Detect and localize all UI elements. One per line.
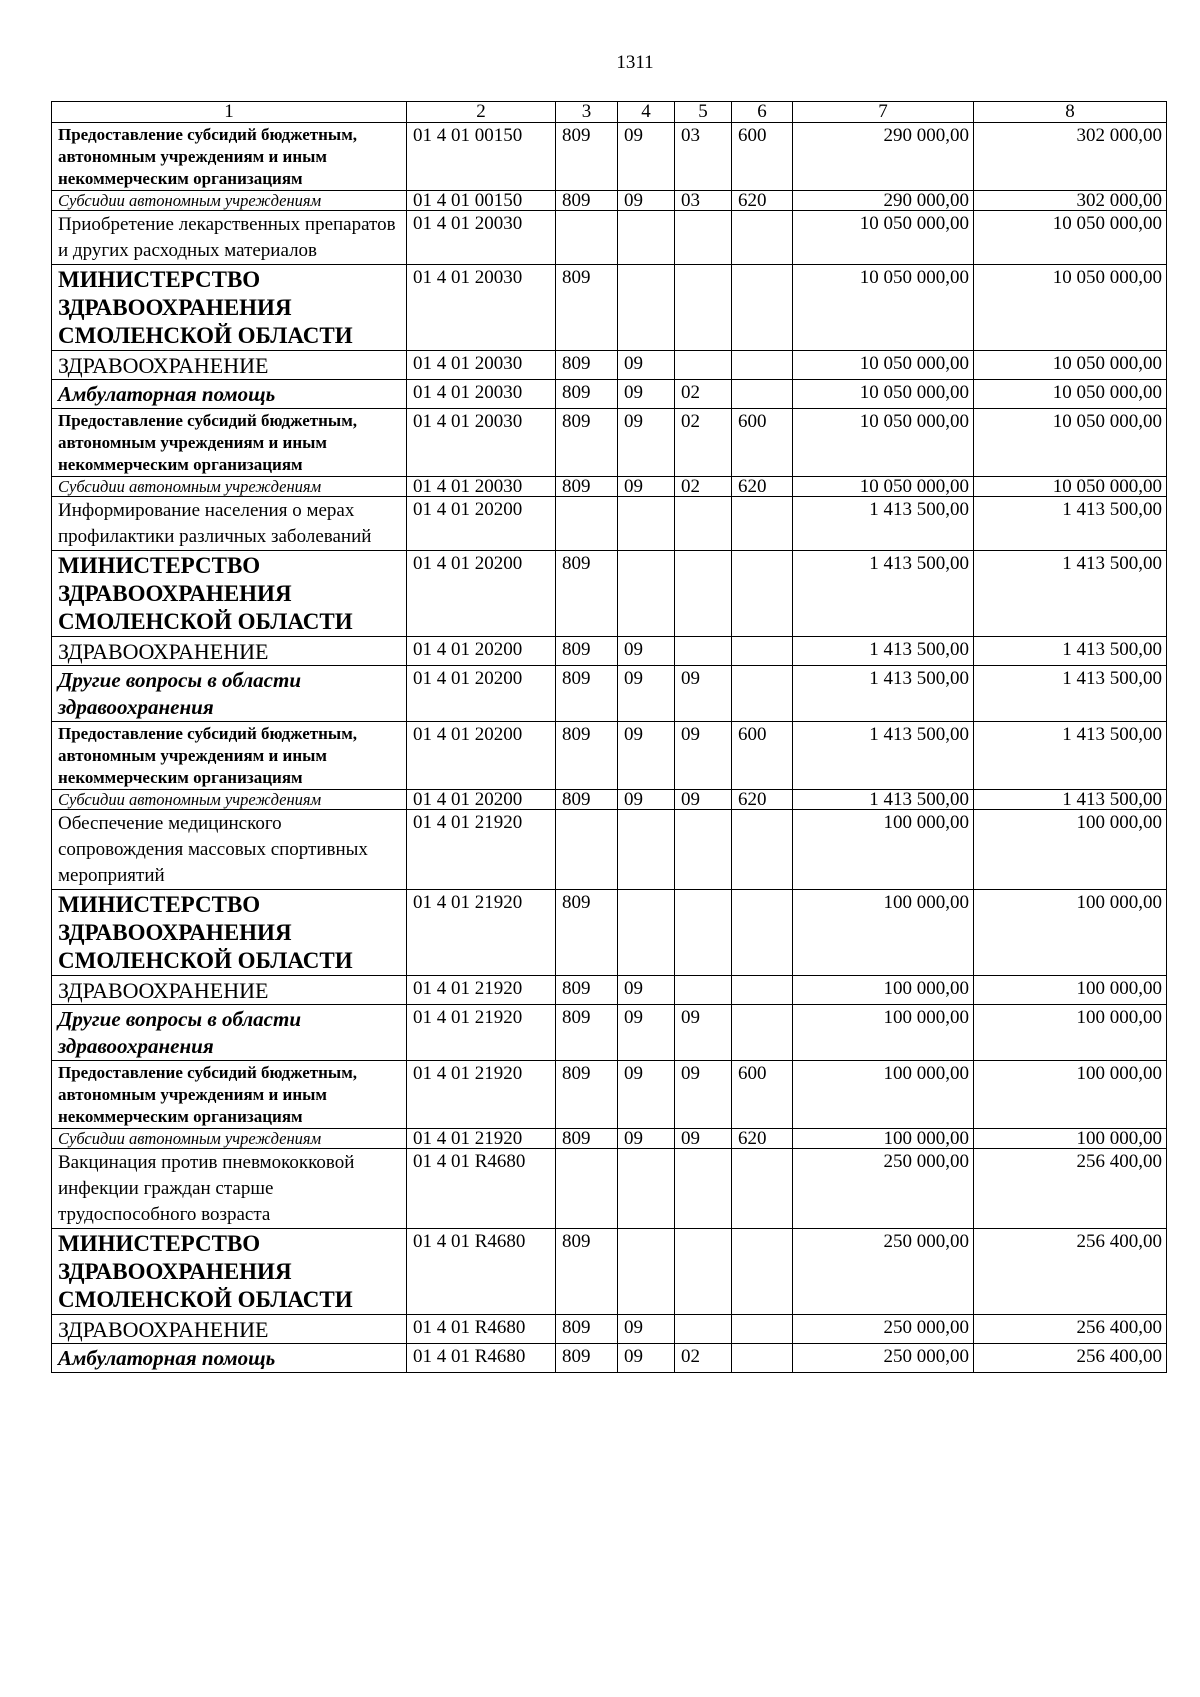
subsection-cell: 02 bbox=[675, 477, 732, 497]
expense-type-cell bbox=[732, 1005, 793, 1061]
target-code-cell: 01 4 01 21920 bbox=[407, 810, 556, 890]
section-cell: 09 bbox=[618, 191, 675, 211]
section-cell: 09 bbox=[618, 1061, 675, 1129]
row-name-cell: Предоставление субсидий бюджетным, автономным учреждениям и иным некоммерческим организациям bbox=[52, 123, 407, 191]
subsection-cell: 09 bbox=[675, 790, 732, 810]
target-code-cell: 01 4 01 21920 bbox=[407, 1129, 556, 1149]
table-body bbox=[52, 123, 1167, 1373]
target-code-cell: 01 4 01 21920 bbox=[407, 890, 556, 976]
subsection-cell bbox=[675, 497, 732, 551]
section-cell: 09 bbox=[618, 409, 675, 477]
subsection-cell: 03 bbox=[675, 123, 732, 191]
amount-year1-cell: 250 000,00 bbox=[793, 1229, 974, 1315]
ministry-code-cell: 809 bbox=[556, 1315, 618, 1344]
section-cell bbox=[618, 211, 675, 265]
row-name-cell: Вакцинация против пневмококковой инфекции граждан старше трудоспособного возраста bbox=[52, 1149, 407, 1229]
row-name-cell: ЗДРАВООХРАНЕНИЕ bbox=[52, 351, 407, 380]
section-cell: 09 bbox=[618, 666, 675, 722]
expense-type-cell: 620 bbox=[732, 1129, 793, 1149]
amount-year1-cell: 250 000,00 bbox=[793, 1149, 974, 1229]
section-cell bbox=[618, 1229, 675, 1315]
amount-year2-cell: 302 000,00 bbox=[974, 191, 1167, 211]
subsection-cell: 02 bbox=[675, 380, 732, 409]
subsection-cell bbox=[675, 1315, 732, 1344]
row-name-cell: Амбулаторная помощь bbox=[52, 1344, 407, 1373]
ministry-code-cell: 809 bbox=[556, 551, 618, 637]
row-name-cell: Субсидии автономным учреждениям bbox=[52, 1129, 407, 1149]
header-cell: 2 bbox=[407, 102, 556, 123]
subsection-cell bbox=[675, 890, 732, 976]
section-cell: 09 bbox=[618, 637, 675, 666]
amount-year2-cell: 100 000,00 bbox=[974, 1005, 1167, 1061]
amount-year2-cell: 10 050 000,00 bbox=[974, 265, 1167, 351]
amount-year1-cell: 10 050 000,00 bbox=[793, 477, 974, 497]
ministry-code-cell bbox=[556, 1149, 618, 1229]
row-name-cell: МИНИСТЕРСТВО ЗДРАВООХРАНЕНИЯ СМОЛЕНСКОЙ ОБЛАСТИ bbox=[52, 890, 407, 976]
subsection-cell bbox=[675, 265, 732, 351]
subsection-cell: 09 bbox=[675, 666, 732, 722]
expense-type-cell: 600 bbox=[732, 409, 793, 477]
table-row bbox=[52, 409, 1167, 477]
amount-year2-cell: 1 413 500,00 bbox=[974, 790, 1167, 810]
amount-year2-cell: 1 413 500,00 bbox=[974, 497, 1167, 551]
expense-type-cell bbox=[732, 265, 793, 351]
amount-year2-cell: 100 000,00 bbox=[974, 1129, 1167, 1149]
target-code-cell: 01 4 01 20200 bbox=[407, 637, 556, 666]
amount-year2-cell: 1 413 500,00 bbox=[974, 637, 1167, 666]
section-cell bbox=[618, 265, 675, 351]
amount-year2-cell: 256 400,00 bbox=[974, 1315, 1167, 1344]
amount-year1-cell: 100 000,00 bbox=[793, 810, 974, 890]
page-number: 1311 bbox=[616, 52, 654, 73]
subsection-cell: 03 bbox=[675, 191, 732, 211]
table-row bbox=[52, 477, 1167, 497]
amount-year2-cell: 1 413 500,00 bbox=[974, 551, 1167, 637]
target-code-cell: 01 4 01 R4680 bbox=[407, 1149, 556, 1229]
amount-year1-cell: 1 413 500,00 bbox=[793, 551, 974, 637]
row-name-cell: ЗДРАВООХРАНЕНИЕ bbox=[52, 637, 407, 666]
section-cell bbox=[618, 810, 675, 890]
amount-year1-cell: 10 050 000,00 bbox=[793, 211, 974, 265]
target-code-cell: 01 4 01 20200 bbox=[407, 790, 556, 810]
expense-type-cell: 620 bbox=[732, 790, 793, 810]
amount-year2-cell: 100 000,00 bbox=[974, 976, 1167, 1005]
ministry-code-cell: 809 bbox=[556, 722, 618, 790]
expense-type-cell: 600 bbox=[732, 123, 793, 191]
section-cell: 09 bbox=[618, 380, 675, 409]
target-code-cell: 01 4 01 21920 bbox=[407, 976, 556, 1005]
amount-year1-cell: 100 000,00 bbox=[793, 1129, 974, 1149]
amount-year2-cell: 100 000,00 bbox=[974, 1061, 1167, 1129]
row-name-cell: Субсидии автономным учреждениям bbox=[52, 790, 407, 810]
ministry-code-cell: 809 bbox=[556, 637, 618, 666]
ministry-code-cell: 809 bbox=[556, 380, 618, 409]
amount-year2-cell: 256 400,00 bbox=[974, 1344, 1167, 1373]
section-cell bbox=[618, 551, 675, 637]
expense-type-cell bbox=[732, 666, 793, 722]
subsection-cell: 09 bbox=[675, 722, 732, 790]
table-row bbox=[52, 265, 1167, 351]
subsection-cell bbox=[675, 637, 732, 666]
section-cell: 09 bbox=[618, 976, 675, 1005]
ministry-code-cell: 809 bbox=[556, 123, 618, 191]
subsection-cell bbox=[675, 351, 732, 380]
amount-year2-cell: 1 413 500,00 bbox=[974, 666, 1167, 722]
table-row bbox=[52, 191, 1167, 211]
table-row bbox=[52, 890, 1167, 976]
target-code-cell: 01 4 01 20030 bbox=[407, 265, 556, 351]
expense-type-cell bbox=[732, 890, 793, 976]
budget-table bbox=[51, 101, 1167, 1373]
amount-year2-cell: 100 000,00 bbox=[974, 890, 1167, 976]
amount-year1-cell: 100 000,00 bbox=[793, 1005, 974, 1061]
table-row bbox=[52, 1061, 1167, 1129]
expense-type-cell bbox=[732, 1315, 793, 1344]
table-row bbox=[52, 211, 1167, 265]
expense-type-cell bbox=[732, 1344, 793, 1373]
table-row bbox=[52, 123, 1167, 191]
section-cell: 09 bbox=[618, 1129, 675, 1149]
subsection-cell: 09 bbox=[675, 1005, 732, 1061]
amount-year2-cell: 10 050 000,00 bbox=[974, 409, 1167, 477]
table-row bbox=[52, 637, 1167, 666]
expense-type-cell bbox=[732, 211, 793, 265]
ministry-code-cell: 809 bbox=[556, 191, 618, 211]
header-cell: 5 bbox=[675, 102, 732, 123]
section-cell: 09 bbox=[618, 351, 675, 380]
table-row bbox=[52, 810, 1167, 890]
subsection-cell: 02 bbox=[675, 1344, 732, 1373]
ministry-code-cell bbox=[556, 810, 618, 890]
row-name-cell: Амбулаторная помощь bbox=[52, 380, 407, 409]
amount-year1-cell: 10 050 000,00 bbox=[793, 380, 974, 409]
target-code-cell: 01 4 01 00150 bbox=[407, 123, 556, 191]
row-name-cell: МИНИСТЕРСТВО ЗДРАВООХРАНЕНИЯ СМОЛЕНСКОЙ ОБЛАСТИ bbox=[52, 1229, 407, 1315]
table-row bbox=[52, 351, 1167, 380]
target-code-cell: 01 4 01 20030 bbox=[407, 351, 556, 380]
subsection-cell: 02 bbox=[675, 409, 732, 477]
amount-year1-cell: 10 050 000,00 bbox=[793, 265, 974, 351]
amount-year1-cell: 1 413 500,00 bbox=[793, 497, 974, 551]
expense-type-cell: 620 bbox=[732, 477, 793, 497]
section-cell: 09 bbox=[618, 722, 675, 790]
row-name-cell: Предоставление субсидий бюджетным, автономным учреждениям и иным некоммерческим организациям bbox=[52, 1061, 407, 1129]
target-code-cell: 01 4 01 R4680 bbox=[407, 1315, 556, 1344]
table-row bbox=[52, 380, 1167, 409]
expense-type-cell bbox=[732, 637, 793, 666]
amount-year1-cell: 1 413 500,00 bbox=[793, 666, 974, 722]
ministry-code-cell: 809 bbox=[556, 790, 618, 810]
amount-year2-cell: 10 050 000,00 bbox=[974, 380, 1167, 409]
amount-year2-cell: 10 050 000,00 bbox=[974, 477, 1167, 497]
section-cell: 09 bbox=[618, 1315, 675, 1344]
expense-type-cell bbox=[732, 810, 793, 890]
row-name-cell: Предоставление субсидий бюджетным, автономным учреждениям и иным некоммерческим организациям bbox=[52, 409, 407, 477]
table-row bbox=[52, 666, 1167, 722]
ministry-code-cell: 809 bbox=[556, 477, 618, 497]
amount-year1-cell: 10 050 000,00 bbox=[793, 351, 974, 380]
amount-year1-cell: 100 000,00 bbox=[793, 1061, 974, 1129]
amount-year2-cell: 302 000,00 bbox=[974, 123, 1167, 191]
subsection-cell bbox=[675, 976, 732, 1005]
amount-year1-cell: 1 413 500,00 bbox=[793, 637, 974, 666]
target-code-cell: 01 4 01 20200 bbox=[407, 722, 556, 790]
amount-year1-cell: 250 000,00 bbox=[793, 1315, 974, 1344]
amount-year1-cell: 290 000,00 bbox=[793, 123, 974, 191]
row-name-cell: Другие вопросы в области здравоохранения bbox=[52, 666, 407, 722]
row-name-cell: Приобретение лекарственных препаратов и других расходных материалов bbox=[52, 211, 407, 265]
ministry-code-cell: 809 bbox=[556, 1229, 618, 1315]
amount-year2-cell: 256 400,00 bbox=[974, 1229, 1167, 1315]
table-row bbox=[52, 1229, 1167, 1315]
amount-year2-cell: 256 400,00 bbox=[974, 1149, 1167, 1229]
expense-type-cell bbox=[732, 1229, 793, 1315]
subsection-cell bbox=[675, 1229, 732, 1315]
table-row bbox=[52, 1005, 1167, 1061]
target-code-cell: 01 4 01 R4680 bbox=[407, 1344, 556, 1373]
row-name-cell: Субсидии автономным учреждениям bbox=[52, 477, 407, 497]
section-cell: 09 bbox=[618, 1005, 675, 1061]
section-cell: 09 bbox=[618, 790, 675, 810]
section-cell bbox=[618, 1149, 675, 1229]
ministry-code-cell: 809 bbox=[556, 890, 618, 976]
amount-year2-cell: 10 050 000,00 bbox=[974, 211, 1167, 265]
row-name-cell: Обеспечение медицинского сопровождения массовых спортивных мероприятий bbox=[52, 810, 407, 890]
target-code-cell: 01 4 01 20030 bbox=[407, 211, 556, 265]
ministry-code-cell: 809 bbox=[556, 265, 618, 351]
table-row bbox=[52, 790, 1167, 810]
expense-type-cell: 600 bbox=[732, 722, 793, 790]
row-name-cell: МИНИСТЕРСТВО ЗДРАВООХРАНЕНИЯ СМОЛЕНСКОЙ ОБЛАСТИ bbox=[52, 265, 407, 351]
amount-year1-cell: 290 000,00 bbox=[793, 191, 974, 211]
target-code-cell: 01 4 01 R4680 bbox=[407, 1229, 556, 1315]
table-row bbox=[52, 1315, 1167, 1344]
target-code-cell: 01 4 01 20030 bbox=[407, 477, 556, 497]
target-code-cell: 01 4 01 21920 bbox=[407, 1061, 556, 1129]
table-row bbox=[52, 722, 1167, 790]
subsection-cell: 09 bbox=[675, 1129, 732, 1149]
amount-year1-cell: 100 000,00 bbox=[793, 890, 974, 976]
header-cell: 6 bbox=[732, 102, 793, 123]
header-cell: 7 bbox=[793, 102, 974, 123]
header-row bbox=[52, 102, 1167, 123]
target-code-cell: 01 4 01 20030 bbox=[407, 380, 556, 409]
table-row bbox=[52, 1344, 1167, 1373]
ministry-code-cell: 809 bbox=[556, 351, 618, 380]
subsection-cell bbox=[675, 211, 732, 265]
table-row bbox=[52, 1149, 1167, 1229]
target-code-cell: 01 4 01 20200 bbox=[407, 497, 556, 551]
ministry-code-cell: 809 bbox=[556, 1344, 618, 1373]
table-row bbox=[52, 976, 1167, 1005]
header-cell: 1 bbox=[52, 102, 407, 123]
subsection-cell bbox=[675, 1149, 732, 1229]
ministry-code-cell: 809 bbox=[556, 1129, 618, 1149]
subsection-cell: 09 bbox=[675, 1061, 732, 1129]
row-name-cell: Другие вопросы в области здравоохранения bbox=[52, 1005, 407, 1061]
expense-type-cell bbox=[732, 497, 793, 551]
expense-type-cell bbox=[732, 551, 793, 637]
row-name-cell: Информирование населения о мерах профилактики различных заболеваний bbox=[52, 497, 407, 551]
subsection-cell bbox=[675, 551, 732, 637]
section-cell bbox=[618, 497, 675, 551]
subsection-cell bbox=[675, 810, 732, 890]
expense-type-cell: 600 bbox=[732, 1061, 793, 1129]
target-code-cell: 01 4 01 20200 bbox=[407, 551, 556, 637]
row-name-cell: МИНИСТЕРСТВО ЗДРАВООХРАНЕНИЯ СМОЛЕНСКОЙ ОБЛАСТИ bbox=[52, 551, 407, 637]
expense-type-cell bbox=[732, 380, 793, 409]
ministry-code-cell bbox=[556, 497, 618, 551]
section-cell: 09 bbox=[618, 1344, 675, 1373]
amount-year1-cell: 250 000,00 bbox=[793, 1344, 974, 1373]
row-name-cell: ЗДРАВООХРАНЕНИЕ bbox=[52, 1315, 407, 1344]
target-code-cell: 01 4 01 20200 bbox=[407, 666, 556, 722]
amount-year2-cell: 1 413 500,00 bbox=[974, 722, 1167, 790]
table-row bbox=[52, 1129, 1167, 1149]
ministry-code-cell bbox=[556, 211, 618, 265]
row-name-cell: ЗДРАВООХРАНЕНИЕ bbox=[52, 976, 407, 1005]
ministry-code-cell: 809 bbox=[556, 1061, 618, 1129]
table-row bbox=[52, 551, 1167, 637]
amount-year1-cell: 10 050 000,00 bbox=[793, 409, 974, 477]
target-code-cell: 01 4 01 21920 bbox=[407, 1005, 556, 1061]
ministry-code-cell: 809 bbox=[556, 409, 618, 477]
table-row bbox=[52, 497, 1167, 551]
header-cell: 4 bbox=[618, 102, 675, 123]
row-name-cell: Субсидии автономным учреждениям bbox=[52, 191, 407, 211]
ministry-code-cell: 809 bbox=[556, 976, 618, 1005]
ministry-code-cell: 809 bbox=[556, 1005, 618, 1061]
section-cell bbox=[618, 890, 675, 976]
expense-type-cell bbox=[732, 1149, 793, 1229]
amount-year2-cell: 100 000,00 bbox=[974, 810, 1167, 890]
amount-year1-cell: 1 413 500,00 bbox=[793, 790, 974, 810]
expense-type-cell: 620 bbox=[732, 191, 793, 211]
expense-type-cell bbox=[732, 976, 793, 1005]
target-code-cell: 01 4 01 00150 bbox=[407, 191, 556, 211]
expense-type-cell bbox=[732, 351, 793, 380]
row-name-cell: Предоставление субсидий бюджетным, автономным учреждениям и иным некоммерческим организациям bbox=[52, 722, 407, 790]
amount-year1-cell: 1 413 500,00 bbox=[793, 722, 974, 790]
section-cell: 09 bbox=[618, 123, 675, 191]
ministry-code-cell: 809 bbox=[556, 666, 618, 722]
header-cell: 8 bbox=[974, 102, 1167, 123]
section-cell: 09 bbox=[618, 477, 675, 497]
header-cell: 3 bbox=[556, 102, 618, 123]
amount-year1-cell: 100 000,00 bbox=[793, 976, 974, 1005]
target-code-cell: 01 4 01 20030 bbox=[407, 409, 556, 477]
amount-year2-cell: 10 050 000,00 bbox=[974, 351, 1167, 380]
